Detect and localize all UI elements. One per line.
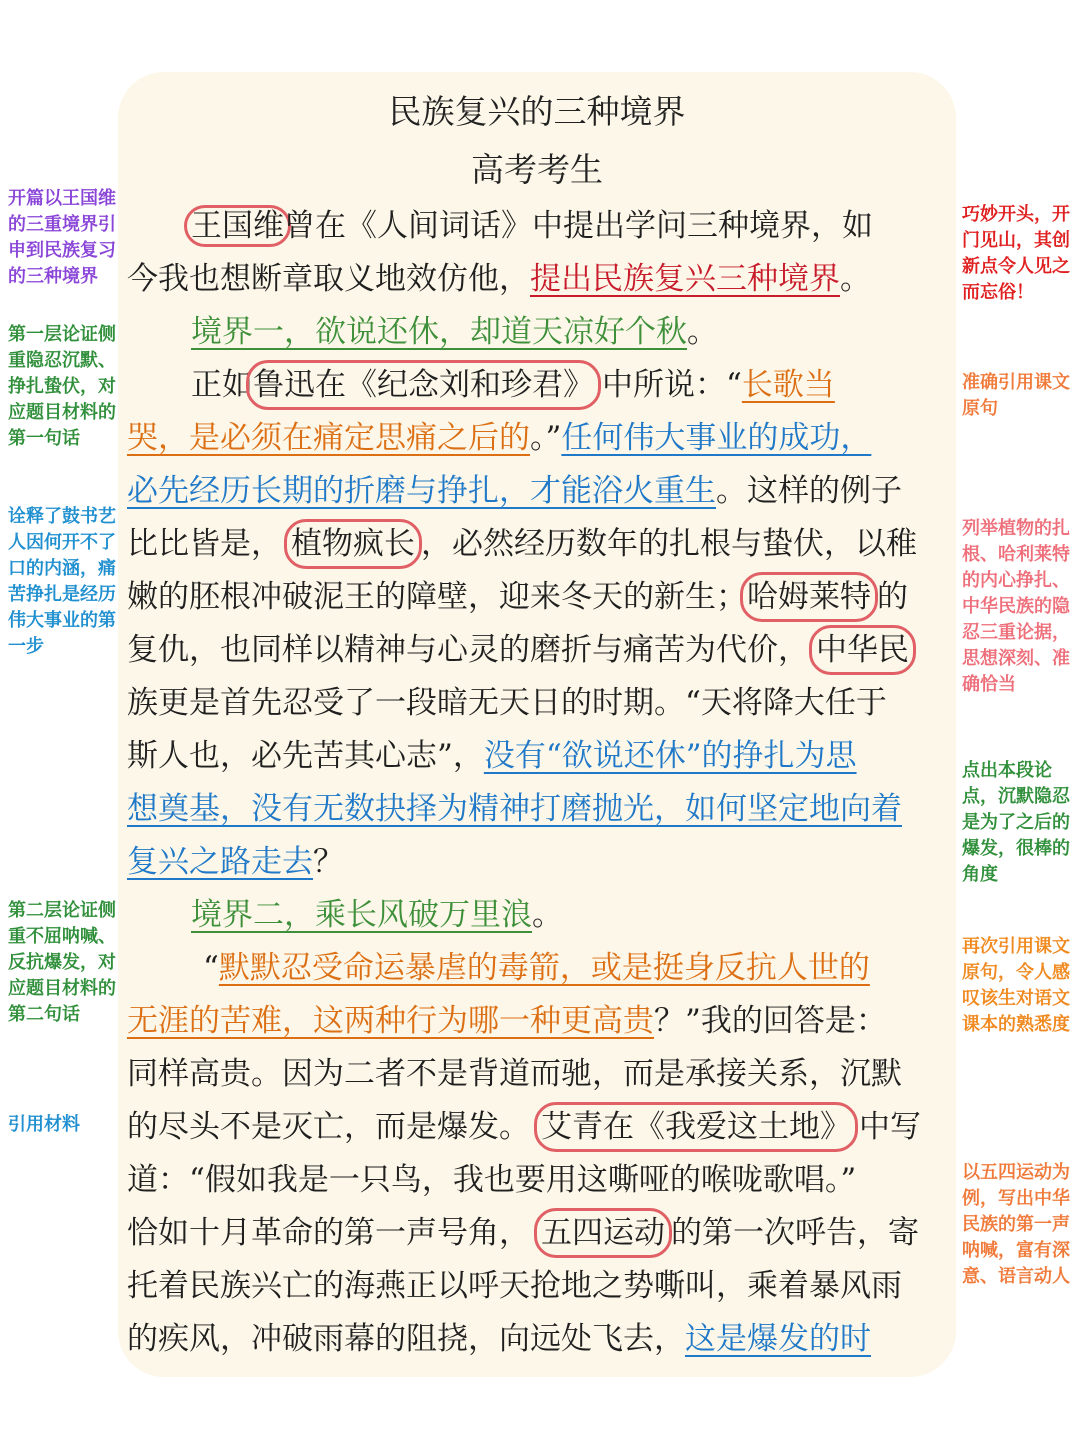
margin-note-right: 以五四运动为例，写出中华民族的第一声呐喊，富有深意、语言动人: [962, 1162, 1070, 1287]
margin-note-right: 再次引用课文原句，令人感叹该生对语文课本的熟悉度: [962, 936, 1070, 1035]
essay-line: [127, 787, 947, 841]
essay-line: [127, 257, 947, 311]
text-segment: 比比皆是，: [127, 526, 282, 562]
text-segment: 族更是首先忍受了一段暗无天日的时期。“天将降大任于: [127, 685, 887, 721]
text-segment: 。: [840, 261, 871, 297]
text-segment: 中写: [859, 1109, 921, 1145]
margin-note-left: 引用材料: [8, 1114, 80, 1135]
margin-note-right: 巧妙开头，开门见山，其创新点令人见之而忘俗！: [962, 204, 1070, 303]
essay-line: [127, 1158, 947, 1212]
essay-line: [127, 893, 1011, 947]
essay-line: [127, 469, 947, 523]
text-segment: 道：“假如我是一只鸟，我也要用这嘶哑的喉咙歌唱。”: [127, 1162, 857, 1198]
essay-author: 高考考生: [471, 150, 603, 189]
quote-orange: 无涯的苦难，这两种行为哪一种更高贵: [127, 1003, 654, 1039]
circled-phrase: 艾青在《我爱这土地》: [534, 1102, 858, 1152]
text-segment: 。这样的例子: [716, 473, 902, 509]
text-segment: 今我也想断章取义地效仿他，: [127, 261, 530, 297]
circled-phrase: 哈姆莱特: [740, 572, 878, 622]
circled-phrase: 鲁迅在《纪念刘和珍君》: [246, 360, 601, 410]
margin-note-left: 诠释了鼓书艺人因何开不了口的内涵，痛苦挣扎是经历伟大事业的第一步: [8, 506, 116, 657]
text-segment: ？”我的回答是：: [654, 1003, 887, 1039]
text-segment: 曾在《人间词话》中提出学问三种境界，如: [284, 208, 873, 244]
quote-orange: 默默忍受命运暴虐的毒箭，或是挺身反抗人世的: [218, 950, 870, 986]
essay-line: [127, 840, 947, 894]
quote-orange: 长歌当: [741, 367, 835, 403]
text-segment: 。: [687, 314, 718, 350]
underlined-blue-phrase: 没有“欲说还休”的挣扎为思: [483, 738, 857, 774]
underlined-blue-phrase: 任何伟大事业的成功，: [561, 420, 872, 456]
essay-line: [127, 1052, 947, 1106]
text-segment: ，必然经历数年的扎根与蛰伏，以稚: [421, 526, 917, 562]
text-segment: 托着民族兴亡的海燕正以呼天抢地之势嘶叫，乘着暴风雨: [127, 1268, 902, 1304]
essay-line: [127, 204, 1011, 258]
text-segment: 的疾风，冲破雨幕的阻挠，向远处飞去，: [127, 1321, 685, 1357]
text-segment: ？: [313, 844, 344, 880]
circled-phrase: 王国维: [184, 205, 291, 247]
margin-note-right: 点出本段论点，沉默隐忍是为了之后的爆发，很棒的角度: [962, 760, 1070, 885]
essay-line: [127, 1264, 947, 1318]
text-segment: “: [203, 950, 219, 986]
circled-phrase: 中华民: [809, 625, 916, 675]
underlined-blue-phrase: 复兴之路走去: [127, 844, 313, 880]
essay-line: [127, 946, 1023, 1000]
essay-line: [127, 575, 947, 629]
margin-note-left: 第二层论证侧重不屈呐喊、反抗爆发，对应题目材料的第二句话: [8, 900, 116, 1025]
essay-title: 民族复兴的三种境界: [388, 92, 686, 131]
essay-line: [127, 1317, 947, 1371]
essay-line: [127, 416, 947, 470]
text-segment: 复仇，也同样以精神与心灵的磨折与痛苦为代价，: [127, 632, 809, 668]
margin-note-left: 开篇以王国维的三重境界引申到民族复习的三种境界: [8, 188, 116, 287]
text-segment: 的第一次呼告，寄: [671, 1215, 919, 1251]
essay-line: [127, 999, 947, 1053]
circled-phrase: 植物疯长: [284, 519, 422, 569]
text-segment: 正如: [191, 367, 253, 403]
realm-two-heading: 境界二，乘长风破万里浪: [191, 897, 532, 933]
text-segment: 中所说：“: [602, 367, 742, 403]
essay-line: [127, 681, 947, 735]
text-segment: 。: [532, 897, 563, 933]
underlined-blue-phrase: 想奠基，没有无数抉择为精神打磨抛光，如何坚定地向着: [127, 791, 902, 827]
circled-phrase: 五四运动: [534, 1208, 672, 1258]
underlined-red-phrase: 提出民族复兴三种境界: [530, 261, 840, 297]
underlined-blue-phrase: 这是爆发的时: [685, 1321, 871, 1357]
margin-note-right: 列举植物的扎根、哈利莱特的内心挣扎、中华民族的隐忍三重论据，思想深刻、准确恰当: [962, 518, 1070, 695]
text-segment: 斯人也，必先苦其心志”，: [127, 738, 484, 774]
text-segment: 。”: [530, 420, 562, 456]
essay-line: [127, 1105, 947, 1159]
essay-line: [127, 522, 947, 576]
text-segment: 嫩的胚根冲破泥王的障壁，迎来冬天的新生；: [127, 579, 747, 615]
essay-line: [127, 1211, 947, 1265]
underlined-blue-phrase: 必先经历长期的折磨与挣扎，才能浴火重生: [127, 473, 716, 509]
margin-note-right: 准确引用课文原句: [962, 372, 1070, 419]
essay-line: [127, 734, 947, 788]
text-segment: 的: [877, 579, 908, 615]
realm-one-heading: 境界一，欲说还休，却道天凉好个秋: [191, 314, 687, 350]
text-segment: 同样高贵。因为二者不是背道而驰，而是承接关系，沉默: [127, 1056, 902, 1092]
essay-line: [127, 363, 1011, 417]
margin-note-left: 第一层论证侧重隐忍沉默、挣扎蛰伏，对应题目材料的第一句话: [8, 324, 116, 449]
essay-line: [127, 628, 947, 682]
essay-line: [127, 310, 1011, 364]
text-segment: 的尽头不是灭亡，而是爆发。: [127, 1109, 530, 1145]
quote-orange: 哭，是必须在痛定思痛之后的: [127, 420, 530, 456]
text-segment: 恰如十月革命的第一声号角，: [127, 1215, 530, 1251]
